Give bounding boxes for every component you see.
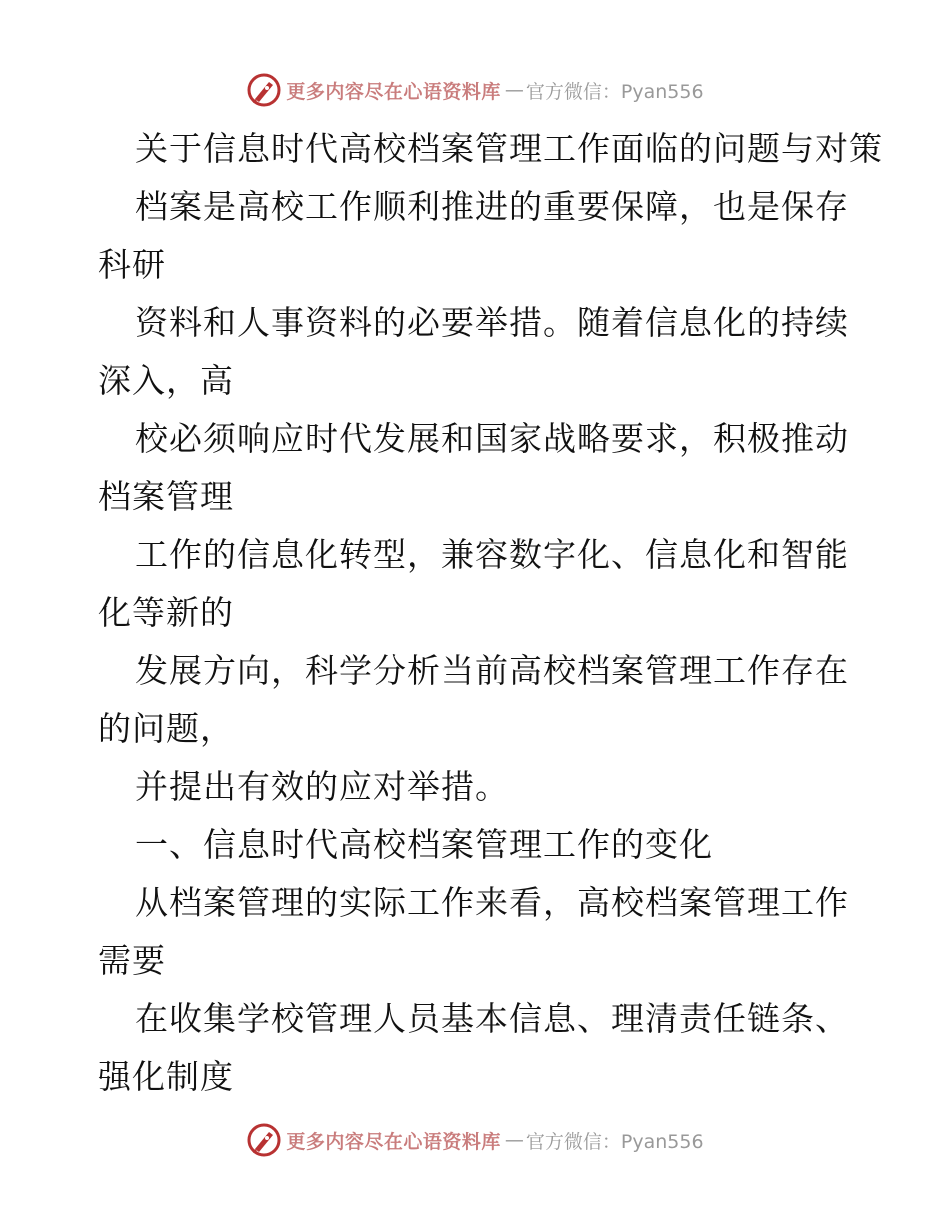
footer-wechat-text: 官方微信：Pyan556 <box>525 1130 704 1153</box>
header-wechat-text: 官方微信：Pyan556 <box>525 80 704 103</box>
paragraph-line: 深入，高 <box>98 361 234 400</box>
paragraph-line: 并提出有效的应对举措。 <box>135 767 509 806</box>
paragraph-line: 从档案管理的实际工作来看，高校档案管理工作 <box>135 883 849 922</box>
pen-logo-icon <box>246 1122 282 1158</box>
paragraph-line: 关于信息时代高校档案管理工作面临的问题与对策 <box>135 129 883 168</box>
paragraph-line: 科研 <box>98 245 166 284</box>
paragraph-line: 需要 <box>98 941 166 980</box>
footer-banner-inner <box>246 1122 703 1158</box>
header-banner-inner <box>246 72 703 108</box>
header-banner <box>0 70 950 110</box>
footer-brand-text: 更多内容尽在心语资料库 <box>286 1130 501 1153</box>
footer-separator: — <box>504 1129 524 1151</box>
paragraph-line: 档案是高校工作顺利推进的重要保障，也是保存 <box>135 187 849 226</box>
pen-logo-icon <box>246 72 282 108</box>
paragraph-line: 档案管理 <box>98 477 234 516</box>
document-body <box>98 120 883 1106</box>
paragraph-line: 工作的信息化转型，兼容数字化、信息化和智能 <box>135 535 849 574</box>
paragraph-line: 在收集学校管理人员基本信息、理清责任链条、 <box>135 999 849 1038</box>
paragraph-line: 强化制度 <box>98 1057 234 1096</box>
paragraph-line: 资料和人事资料的必要举措。随着信息化的持续 <box>135 303 849 342</box>
header-separator: — <box>504 79 524 101</box>
header-brand-text: 更多内容尽在心语资料库 <box>286 80 501 103</box>
paragraph-line: 校必须响应时代发展和国家战略要求，积极推动 <box>135 419 849 458</box>
paragraph-line: 发展方向，科学分析当前高校档案管理工作存在 <box>135 651 849 690</box>
footer-banner <box>0 1120 950 1160</box>
paragraph-line: 一、信息时代高校档案管理工作的变化 <box>135 825 713 864</box>
paragraph-line: 化等新的 <box>98 593 234 632</box>
paragraph-line: 的问题， <box>98 709 234 748</box>
